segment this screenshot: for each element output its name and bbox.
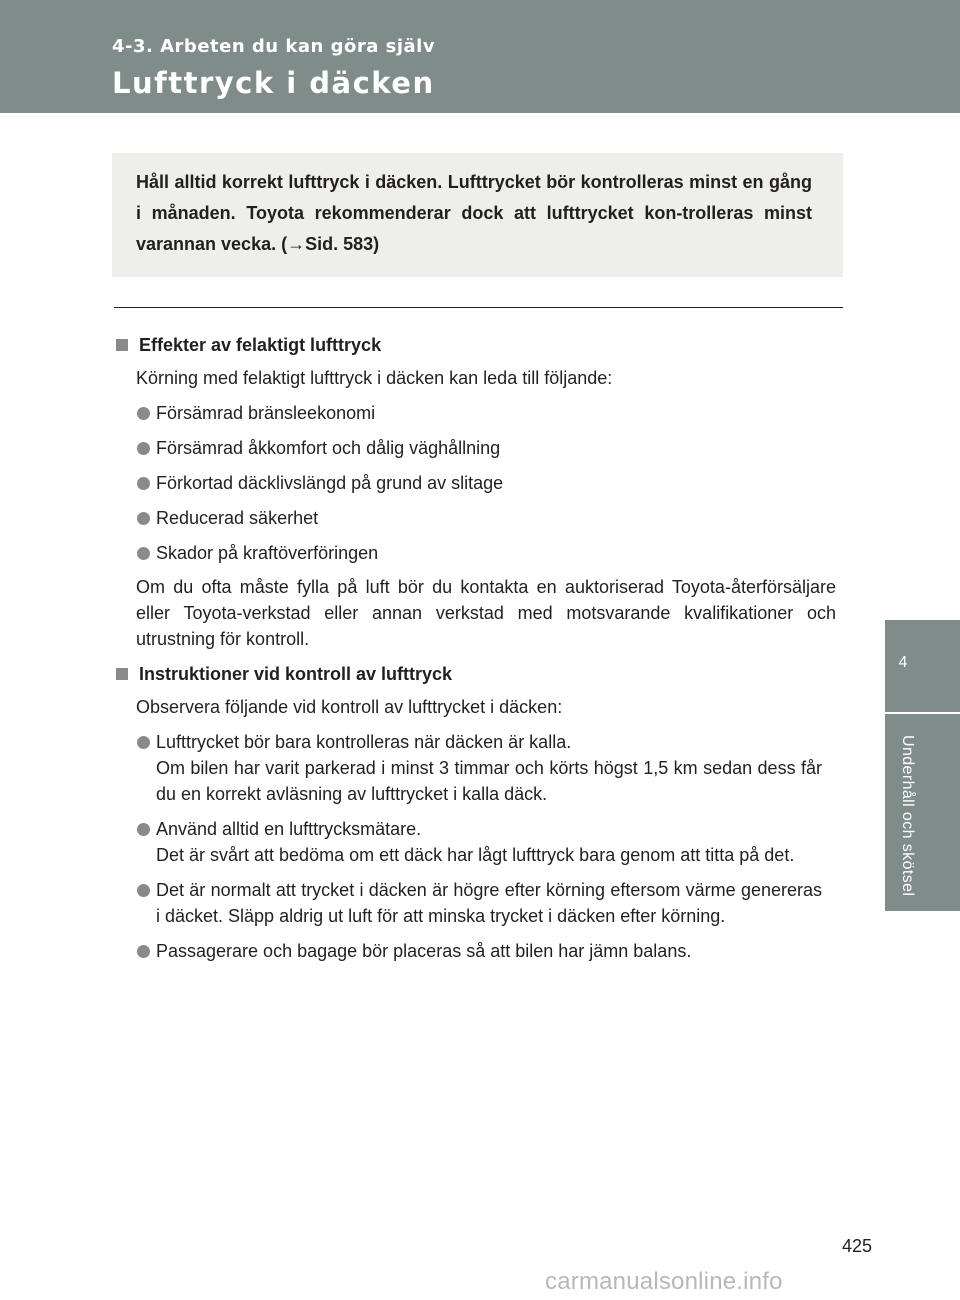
circle-bullet-icon	[137, 823, 150, 836]
list-item	[137, 505, 836, 531]
circle-bullet-icon	[137, 442, 150, 455]
list-item-detail: Om bilen har varit parkerad i minst 3 timmar och körts högst 1,5 km sedan dess får du en korrekt avläsning av lufttrycket i kalla däck.	[156, 758, 822, 804]
list-item-text: Reducerad säkerhet	[156, 508, 319, 528]
list-item	[137, 540, 836, 566]
list-item-text	[156, 877, 836, 929]
list-item	[137, 816, 836, 868]
list-item-main: Passagerare och bagage bör placeras så att bilen har jämn balans.	[156, 941, 692, 961]
list-item	[137, 400, 836, 426]
circle-bullet-icon	[137, 884, 150, 897]
list-item-text: Försämrad bränsleekonomi	[156, 403, 376, 423]
section-heading-text: Effekter av felaktigt lufttryck	[139, 335, 382, 355]
list-item-text: Förkortad däcklivslängd på grund av slitage	[156, 473, 504, 493]
circle-bullet-icon	[137, 512, 150, 525]
list-item-main: Använd alltid en lufttrycksmätare.	[156, 819, 422, 839]
paragraph: Körning med felaktigt lufttryck i däcken kan leda till följande:	[136, 368, 613, 388]
circle-bullet-icon	[137, 945, 150, 958]
list-item-detail: Det är svårt att bedöma om ett däck har lågt lufttryck bara genom att titta på det.	[156, 845, 795, 865]
list-item	[137, 435, 836, 461]
intro-box	[112, 153, 843, 277]
page-number: 425	[841, 1236, 872, 1256]
section-heading	[114, 660, 836, 688]
divider	[114, 307, 843, 308]
list-item	[137, 877, 836, 929]
paragraph: Observera följande vid kontroll av lufttrycket i däcken:	[136, 697, 563, 717]
section-heading-text: Instruktioner vid kontroll av lufttryck	[139, 664, 453, 684]
section-heading	[114, 331, 836, 359]
list-item	[137, 470, 836, 496]
circle-bullet-icon	[137, 547, 150, 560]
list-item	[137, 729, 836, 807]
circle-bullet-icon	[137, 407, 150, 420]
list-item-text	[156, 938, 836, 964]
circle-bullet-icon	[137, 736, 150, 749]
circle-bullet-icon	[137, 477, 150, 490]
page-title: Lufttryck i däcken	[112, 66, 435, 100]
tab-divider	[885, 712, 960, 714]
paragraph: Om du ofta måste fylla på luft bör du kontakta en auktoriserad Toyota-återförsäljare eller Toyota-verkstad eller annan verkstad med motsvarande kvalifikationer och utrustning för kontroll.	[136, 577, 836, 649]
intro-text: Håll alltid korrekt lufttryck i däcken. Lufttrycket bör kontrolleras minst en gång i månaden. Toyota rekommenderar dock att lufttrycket kon-trolleras minst varannan vecka. (→Sid. 583)	[136, 172, 812, 254]
chapter-number: 4	[898, 654, 908, 671]
list-item-main: Lufttrycket bör bara kontrolleras när däcken är kalla.	[156, 732, 572, 752]
section-label: 4-3. Arbeten du kan göra själv	[112, 36, 436, 57]
list-item-text	[156, 816, 836, 868]
list-item-main: Det är normalt att trycket i däcken är högre efter körning eftersom värme genereras i däcket. Släpp aldrig ut luft för att minska trycket i däcken efter körning.	[156, 880, 822, 926]
list-item-text	[156, 729, 836, 807]
list-item-text: Försämrad åkkomfort och dålig väghållning	[156, 438, 501, 458]
chapter-label: Underhåll och skötsel	[899, 735, 916, 897]
square-bullet-icon	[116, 339, 128, 351]
main-content	[114, 331, 836, 964]
list-item	[137, 938, 836, 964]
list-item-text: Skador på kraftöverföringen	[156, 543, 379, 563]
chapter-header	[0, 0, 960, 113]
square-bullet-icon	[116, 668, 128, 680]
watermark: carmanualsonline.info	[545, 1268, 783, 1295]
